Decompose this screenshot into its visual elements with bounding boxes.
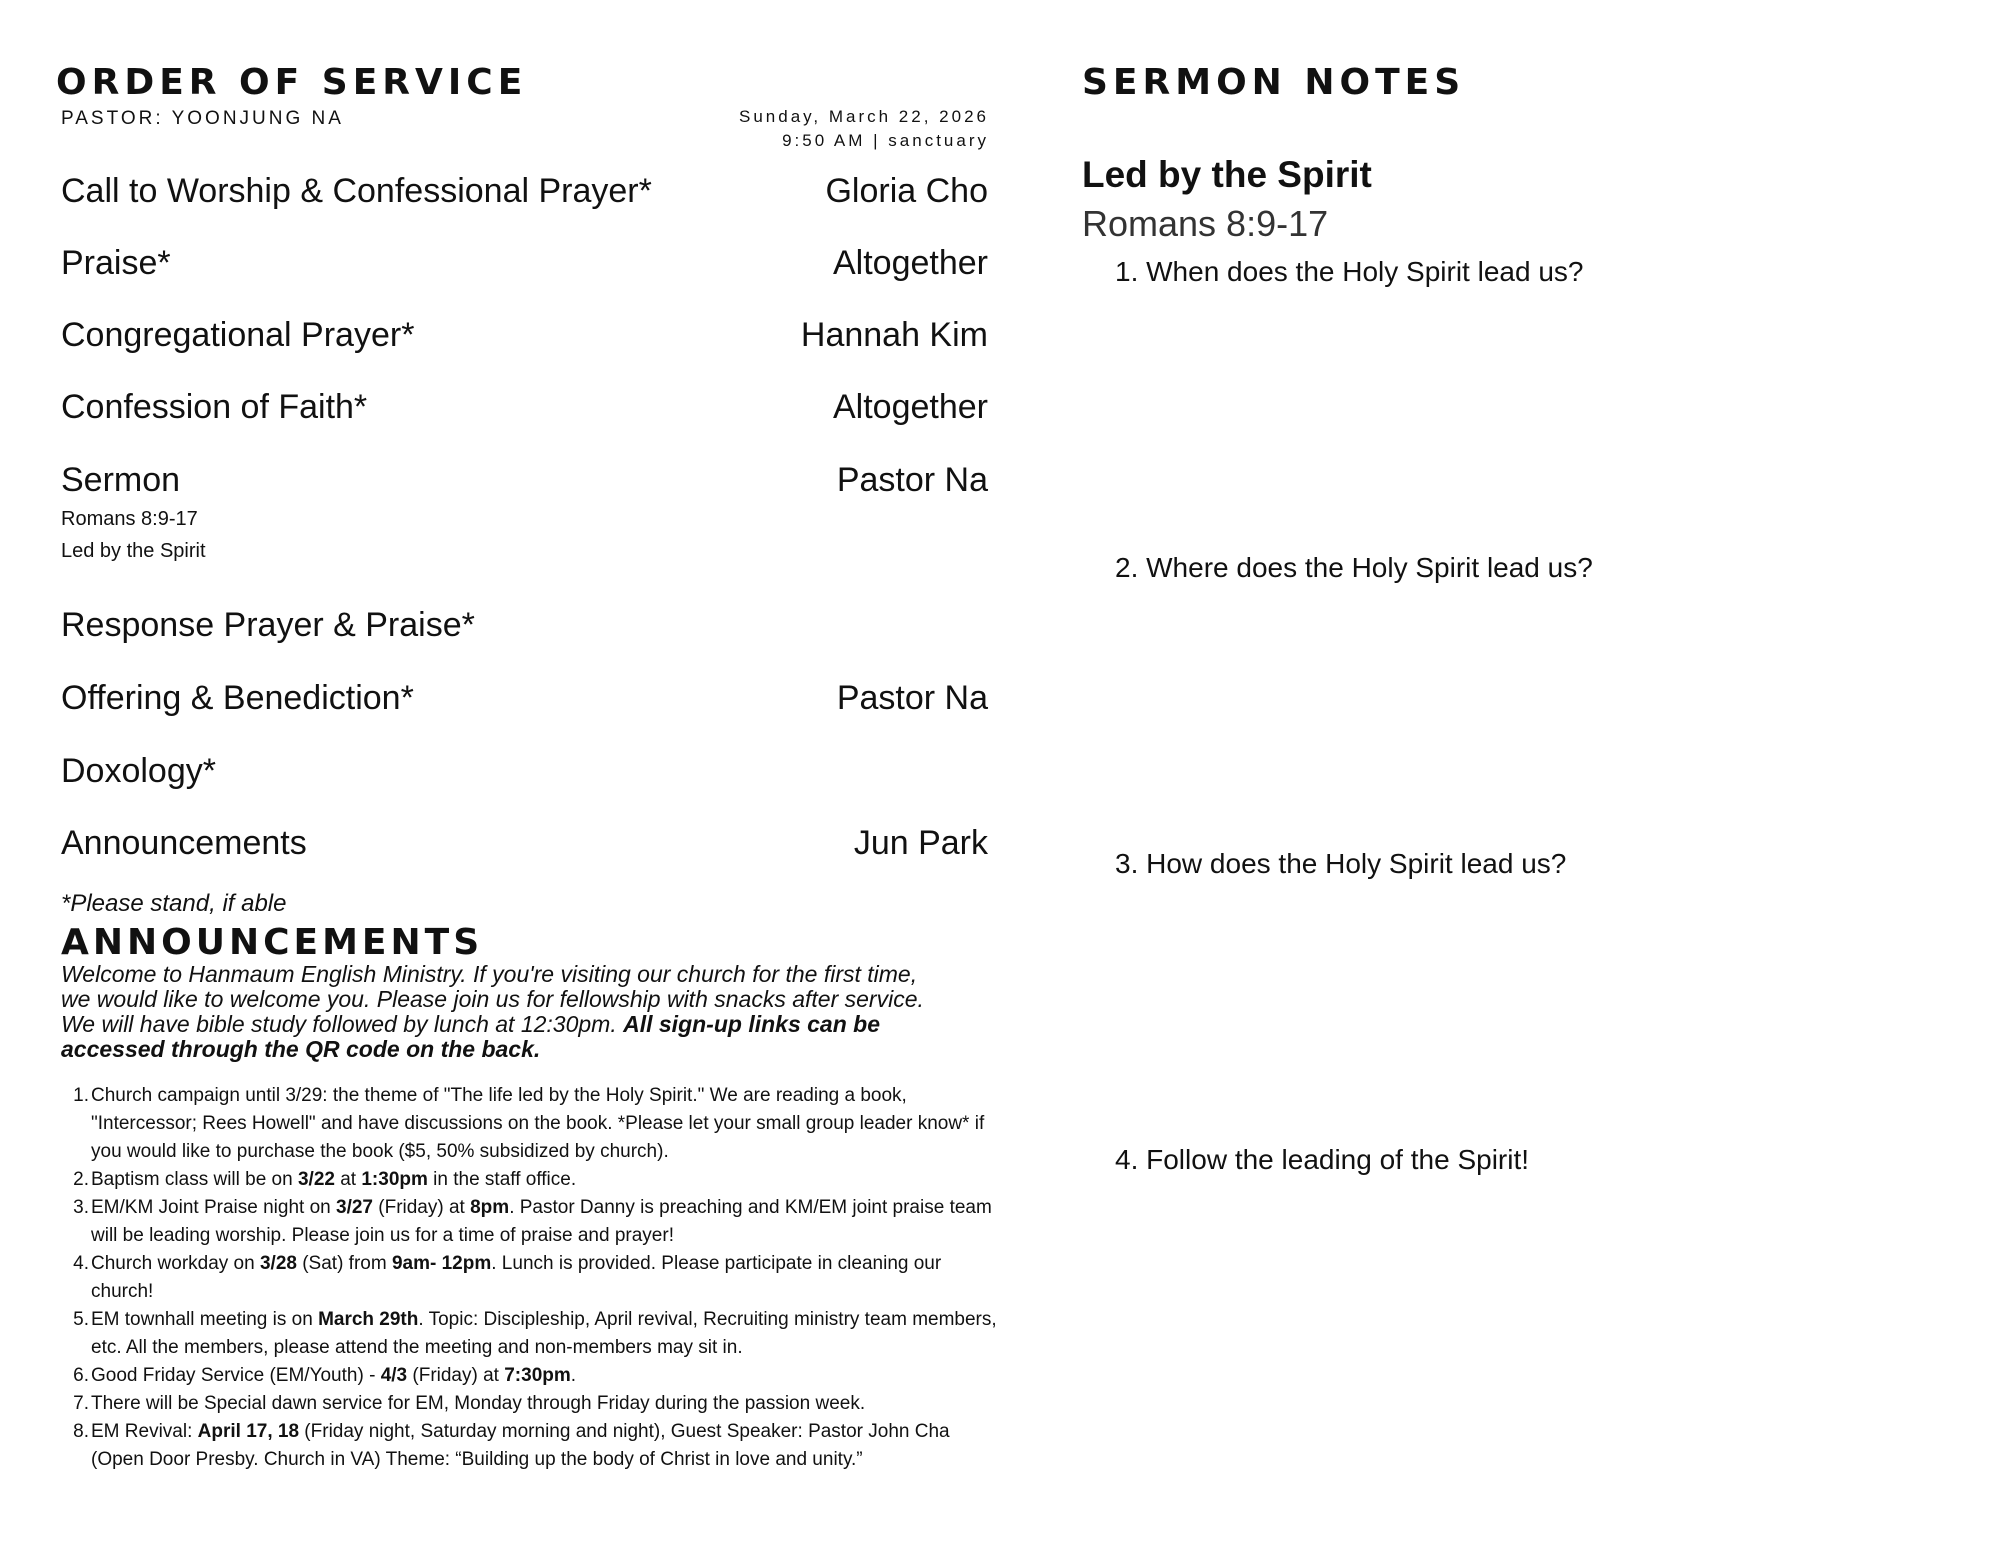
- announcement-text: EM/KM Joint Praise night on: [91, 1197, 336, 1218]
- sermon-question: 3. How does the Holy Spirit lead us?: [1115, 848, 1567, 879]
- announcement-item: [61, 1166, 1001, 1194]
- service-item-leader: Jun Park: [853, 824, 988, 862]
- announcement-number: 2.: [73, 1169, 89, 1190]
- service-item-title: Call to Worship & Confessional Prayer*: [61, 172, 652, 210]
- announcement-item: [61, 1306, 1001, 1362]
- announcement-text: There will be Special dawn service for EM, Monday through Friday during the passion week.: [91, 1393, 866, 1414]
- service-item-leader: Altogether: [833, 388, 988, 426]
- announcement-item: [61, 1418, 1001, 1474]
- announcement-item: [61, 1250, 1001, 1306]
- service-date: Sunday, March 22, 2026: [739, 107, 989, 126]
- service-item-leader: Pastor Na: [836, 461, 988, 499]
- announcement-text: at: [334, 1169, 362, 1190]
- welcome-text: Welcome to Hanmaum English Ministry. If you're visiting our church for the first time, we would like to welcome you. Please join us for fellowship with snacks after service. We will have bible study followed by lunch at 12:30pm.: [61, 961, 924, 1037]
- sermon-question: 1. When does the Holy Spirit lead us?: [1115, 256, 1584, 287]
- announcement-highlight: 7:30pm: [504, 1365, 571, 1386]
- service-item-title: Congregational Prayer*: [61, 316, 415, 354]
- announcement-text: (Friday night, Saturday morning and night), Guest Speaker: Pastor John Cha (Open Door Presby. Church in VA) Theme: “Building up the body of Christ in love and unity.”: [91, 1421, 950, 1470]
- announcement-item: [61, 1390, 1001, 1418]
- announcement-text: Baptism class will be on: [91, 1169, 298, 1190]
- announcement-text: Church campaign until 3/29: the theme of "The life led by the Holy Spirit." We are reading a book, "Intercessor; Rees Howell" and have discussions on the book. *Please let your small group leader know* if you would like to purchase the book ($5, 50% subsidized by church).: [91, 1085, 985, 1162]
- sermon-notes-heading: SERMON NOTES: [1082, 62, 1466, 103]
- announcement-highlight: 3/22: [297, 1169, 335, 1190]
- sermon-reference: Romans 8:9-17: [1082, 203, 1329, 244]
- sermon-title: Led by the Spirit: [1082, 154, 1372, 195]
- announcement-highlight: 9am- 12pm: [391, 1253, 492, 1274]
- service-item-leader: Hannah Kim: [800, 316, 988, 354]
- sermon-subtitle: Led by the Spirit: [61, 540, 206, 562]
- service-item-title: Confession of Faith*: [61, 388, 368, 426]
- order-of-service-heading: ORDER OF SERVICE: [56, 62, 528, 103]
- announcement-highlight: 8pm: [470, 1197, 510, 1218]
- announcement-number: 8.: [73, 1421, 89, 1442]
- announcement-item: [61, 1362, 1001, 1390]
- announcement-text: . Lunch is provided. Please participate in cleaning our church!: [91, 1253, 942, 1302]
- announcement-highlight: March 29th: [318, 1309, 419, 1330]
- service-item-title: Praise*: [61, 244, 171, 282]
- announcement-text: .: [570, 1365, 577, 1386]
- announcement-highlight: 3/28: [259, 1253, 297, 1274]
- sermon-question: 2. Where does the Holy Spirit lead us?: [1115, 552, 1593, 583]
- announcement-highlight: 3/27: [336, 1197, 373, 1218]
- service-item-leader: Gloria Cho: [825, 172, 988, 210]
- announcement-text: EM townhall meeting is on: [91, 1309, 319, 1330]
- announcement-number: 7.: [73, 1393, 89, 1414]
- announcement-list: [61, 1082, 1001, 1474]
- announcement-text: (Friday) at: [372, 1197, 471, 1218]
- sermon-scripture: Romans 8:9-17: [61, 508, 198, 530]
- service-time-place: 9:50 AM | sanctuary: [782, 131, 989, 150]
- announcement-number: 1.: [73, 1085, 89, 1106]
- announcement-text: (Friday) at: [407, 1365, 505, 1386]
- announcement-item: [61, 1082, 1001, 1166]
- service-item-title: Response Prayer & Praise*: [61, 606, 475, 644]
- announcement-number: 3.: [73, 1197, 89, 1218]
- announcement-item: [61, 1194, 1001, 1250]
- announcement-number: 6.: [73, 1365, 89, 1386]
- announcement-text: . Pastor Danny is preaching and KM/EM joint praise team will be leading worship. Please join us for a time of praise and prayer!: [91, 1197, 992, 1246]
- announcements-heading: ANNOUNCEMENTS: [61, 922, 484, 963]
- announcement-number: 4.: [73, 1253, 89, 1274]
- announcement-text: . Topic: Discipleship, April revival, Recruiting ministry team members, etc. All the members, please attend the meeting and non-members may sit in.: [91, 1309, 997, 1358]
- announcement-text: EM Revival:: [91, 1421, 198, 1442]
- announcement-text: Good Friday Service (EM/Youth) -: [91, 1365, 381, 1386]
- announcement-highlight: 4/3: [380, 1365, 408, 1386]
- service-item-title: Offering & Benediction*: [61, 679, 414, 717]
- service-item-title: Sermon: [61, 461, 181, 499]
- service-item-leader: Pastor Na: [836, 679, 988, 717]
- sermon-question: 4. Follow the leading of the Spirit!: [1115, 1144, 1530, 1175]
- service-item-title: Announcements: [61, 824, 307, 862]
- service-date-time: [739, 105, 989, 153]
- service-item-leader: Altogether: [833, 244, 988, 282]
- announcement-highlight: April 17, 18: [197, 1421, 300, 1442]
- pastor-name: PASTOR: YOONJUNG NA: [61, 108, 344, 129]
- welcome-message: [61, 962, 941, 1062]
- announcement-text: in the staff office.: [427, 1169, 577, 1190]
- service-item-title: Doxology*: [61, 752, 216, 790]
- welcome-signup-note: All sign-up links can be accessed through the QR code on the back.: [61, 1011, 880, 1062]
- announcement-text: (Sat) from: [296, 1253, 392, 1274]
- stand-note: *Please stand, if able: [61, 890, 287, 917]
- announcement-text: Church workday on: [91, 1253, 260, 1274]
- announcement-highlight: 1:30pm: [361, 1169, 428, 1190]
- announcement-number: 5.: [73, 1309, 89, 1330]
